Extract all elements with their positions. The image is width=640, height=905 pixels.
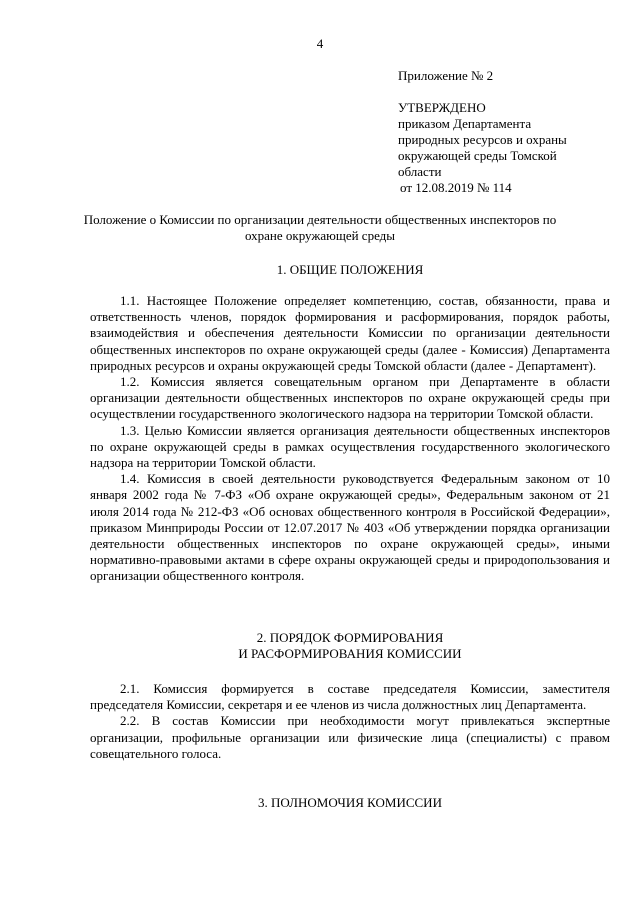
- approval-line: окружающей среды Томской: [398, 148, 557, 163]
- approval-line: приказом Департамента: [398, 116, 532, 131]
- section-body-formation: [90, 681, 610, 762]
- document-title-line: Положение о Комиссии по организации деятельности общественных инспекторов по: [83, 212, 557, 227]
- paragraph-1-1: 1.1. Настоящее Положение определяет компетенцию, состав, обязанности, права и ответственность членов, порядок формирования и расформирования, порядок работы, взаимодействия и обеспечения деятельности Комиссии по организации деятельности общественных инспекторов по охране окружающей среды (далее - Комиссия) Департамента природных ресурсов и охраны окружающей среды Томской области (далее - Департамент).: [90, 293, 610, 373]
- page-number: 4: [316, 36, 324, 51]
- section-heading-general: [90, 262, 610, 278]
- appendix-label: Приложение № 2: [398, 68, 494, 83]
- approval-line: природных ресурсов и охраны: [398, 132, 567, 147]
- section-heading-line: 1. ОБЩИЕ ПОЛОЖЕНИЯ: [276, 262, 424, 277]
- approval-date: от 12.08.2019 № 114: [400, 180, 512, 195]
- paragraph-2-2: 2.2. В состав Комиссии при необходимости могут привлекаться экспертные организации, профильные организации или физические лица (специалисты) с правом совещательного голоса.: [90, 713, 610, 761]
- section-heading-line: И РАСФОРМИРОВАНИЯ КОМИССИИ: [238, 646, 462, 661]
- approval-stamp-label: УТВЕРЖДЕНО: [398, 100, 486, 115]
- paragraph-1-4: 1.4. Комиссия в своей деятельности руководствуется Федеральным законом от 10 января 2002 года № 7-ФЗ «Об охране окружающей среды», Федеральным законом от 21 июля 2014 года № 212-ФЗ «Об основах общественного контроля в Российской Федерации», приказом Минприроды России от 12.07.2017 № 403 «Об утверждении порядка организации деятельности общественных инспекторов по охране окружающей среды», иными нормативно-правовыми актами в сфере охраны окружающей среды и природопользования и организации общественного контроля.: [90, 471, 610, 584]
- document-title: [70, 212, 570, 244]
- paragraph-2-1: 2.1. Комиссия формируется в составе председателя Комиссии, заместителя председателя Комиссии, секретаря и ее членов из числа должностных лиц Департамента.: [90, 681, 610, 713]
- paragraph-1-3: 1.3. Целью Комиссии является организация деятельности общественных инспекторов по охране окружающей среды в рамках осуществления государственного экологического надзора на территории Томской области.: [90, 422, 610, 471]
- approval-details: [398, 116, 598, 196]
- approval-line: области: [398, 164, 442, 179]
- paragraph-1-2: 1.2. Комиссия является совещательным органом при Департаменте в области организации деятельности общественных инспекторов по охране окружающей среды при осуществлении государственного экологического надзора на территории Томской области.: [90, 374, 610, 422]
- section-heading-line: 3. ПОЛНОМОЧИЯ КОМИССИИ: [258, 795, 442, 810]
- section-heading-powers: [90, 795, 610, 811]
- section-heading-line: 2. ПОРЯДОК ФОРМИРОВАНИЯ: [256, 630, 444, 645]
- document-title-line: охране окружающей среды: [244, 228, 396, 243]
- section-heading-formation: [90, 630, 610, 662]
- section-body-general: [90, 293, 610, 585]
